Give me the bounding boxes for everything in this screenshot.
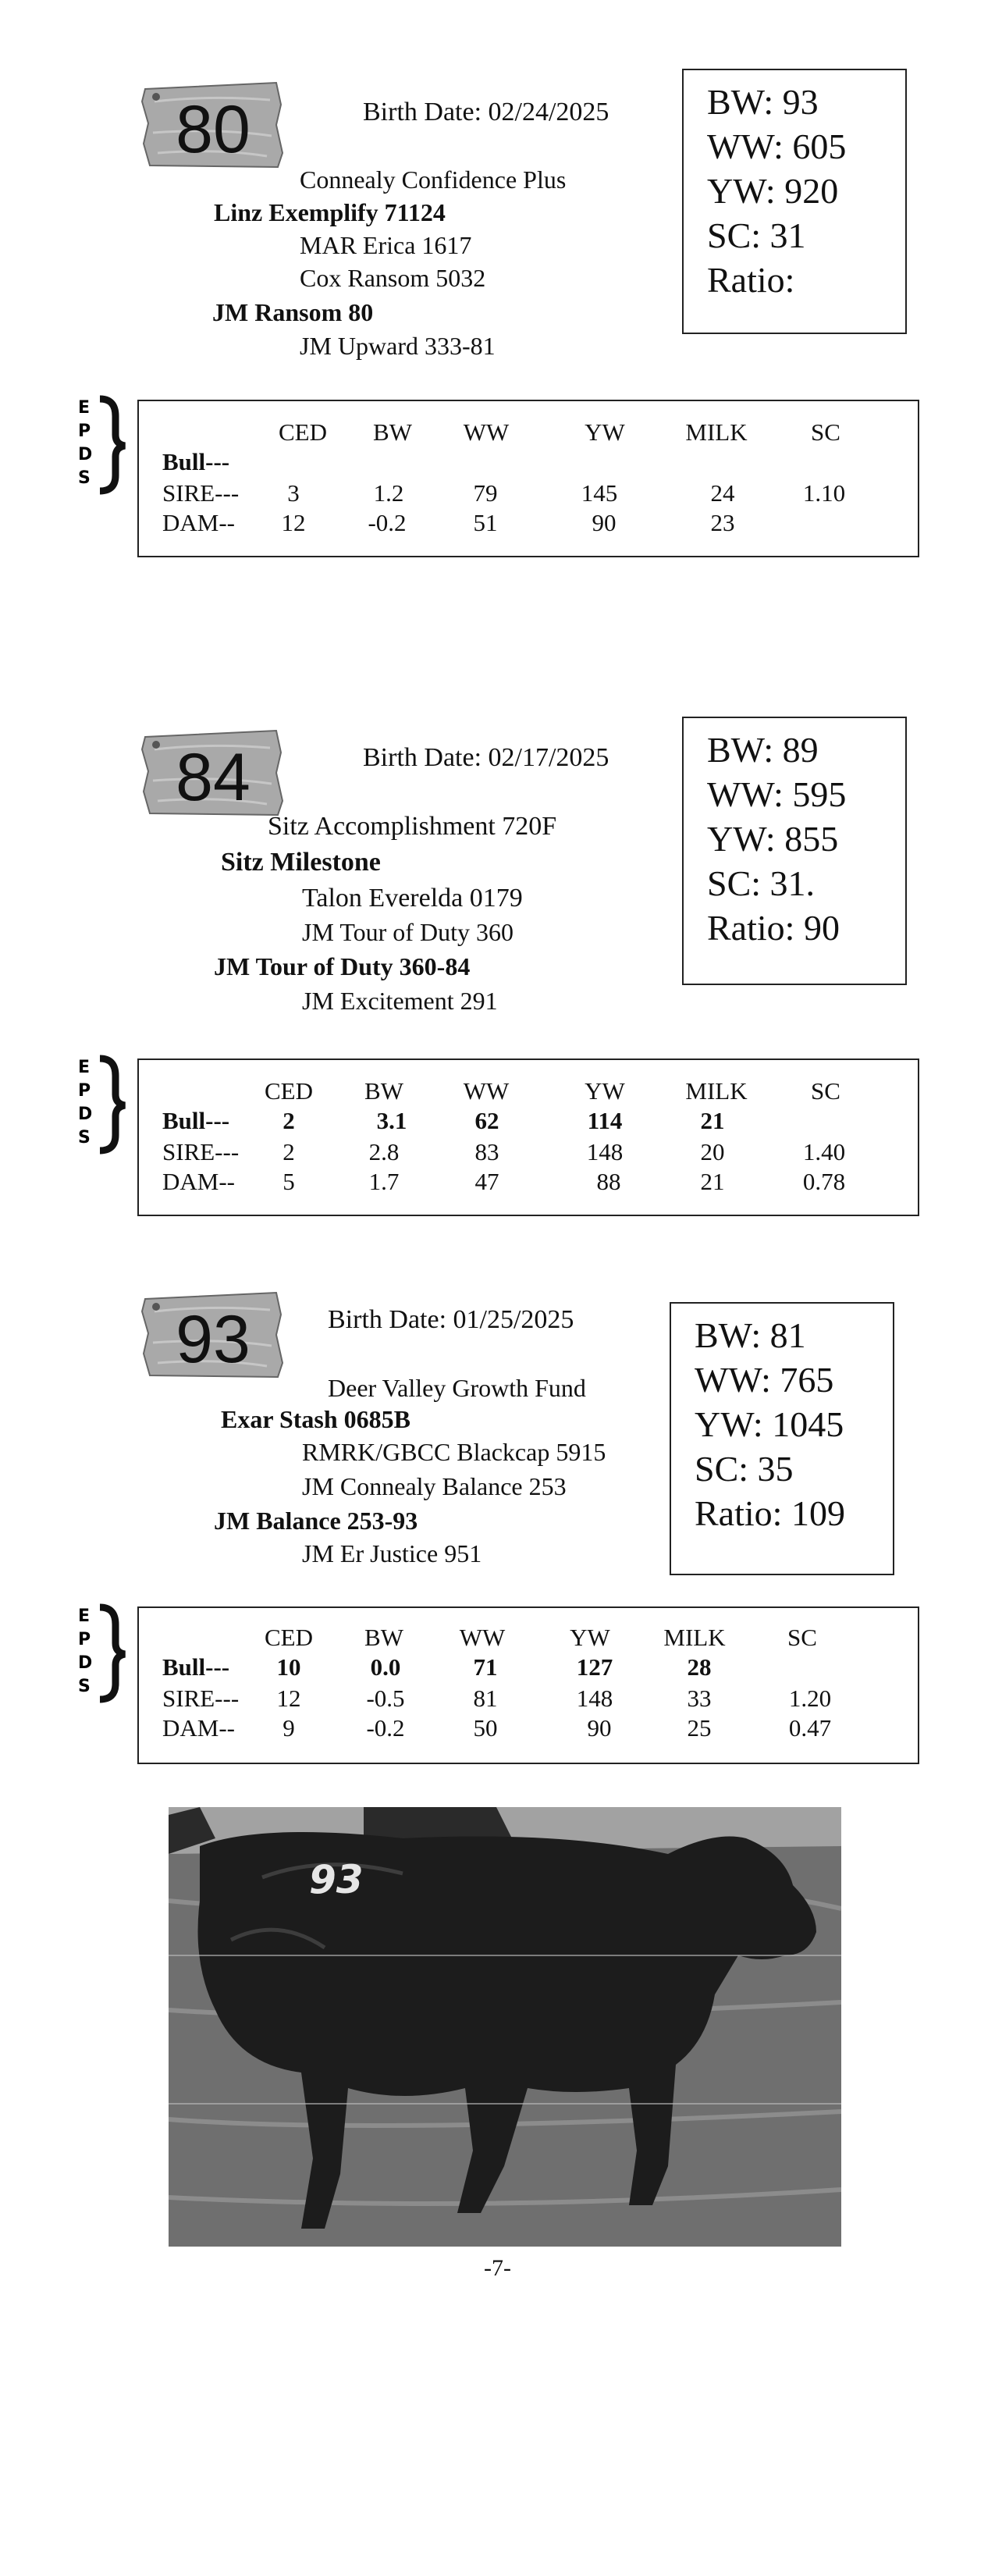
dam-sire: JM Connealy Balance 253 bbox=[302, 1472, 567, 1500]
dam-epd-ced: 9 bbox=[283, 1714, 295, 1742]
dam-epd-ww: 50 bbox=[473, 1714, 498, 1742]
svg-text:E: E bbox=[78, 1606, 91, 1626]
epds-brace-icon bbox=[69, 1603, 131, 1704]
svg-text:P: P bbox=[78, 422, 91, 441]
photo-tag-number: 93 bbox=[309, 1857, 364, 1902]
weaning-weight: WW: 605 bbox=[707, 126, 847, 166]
sire-dam: RMRK/GBCC Blackcap 5915 bbox=[302, 1438, 606, 1466]
bull-epd-yw: 127 bbox=[576, 1653, 613, 1681]
epd-header: BW bbox=[364, 1624, 403, 1651]
bull-row-label: Bull--- bbox=[162, 1107, 230, 1134]
epd-header: SC bbox=[811, 418, 840, 446]
tag-number: 80 bbox=[176, 92, 251, 167]
bull-epd-bw: 0.0 bbox=[370, 1653, 401, 1681]
epds-brace-icon bbox=[69, 394, 131, 496]
svg-text:S: S bbox=[78, 1128, 91, 1147]
sire-row-label: SIRE--- bbox=[162, 1138, 240, 1165]
sire-sire: Sitz Accomplishment 720F bbox=[268, 812, 557, 841]
dam-epd-milk: 21 bbox=[700, 1168, 725, 1195]
epd-header: BW bbox=[364, 1077, 403, 1105]
sire: Linz Exemplify 71124 bbox=[214, 198, 446, 226]
bull-epd-ced: 2 bbox=[283, 1107, 295, 1134]
epd-table bbox=[137, 400, 919, 557]
epd-table bbox=[137, 1606, 919, 1764]
svg-text:P: P bbox=[78, 1630, 91, 1649]
birth-date: Birth Date: 02/24/2025 bbox=[363, 98, 609, 126]
sire-epd-ww: 81 bbox=[473, 1685, 498, 1712]
svg-text:D: D bbox=[78, 1653, 93, 1673]
sire-epd-yw: 148 bbox=[586, 1138, 624, 1165]
sire-epd-ced: 2 bbox=[283, 1138, 295, 1165]
sire-epd-ced: 12 bbox=[276, 1685, 301, 1712]
dam-epd-ced: 12 bbox=[281, 509, 306, 536]
epd-header: WW bbox=[463, 1077, 510, 1105]
birth-date: Birth Date: 02/17/2025 bbox=[363, 743, 609, 772]
epd-header: YW bbox=[585, 1077, 625, 1105]
dam-dam: JM Excitement 291 bbox=[302, 987, 498, 1015]
birth-weight: BW: 93 bbox=[707, 82, 819, 122]
bull-epd-ww: 71 bbox=[473, 1653, 498, 1681]
scrotal-circumference: SC: 31. bbox=[707, 863, 816, 903]
epd-header: BW bbox=[373, 418, 412, 446]
bull-epd-yw: 114 bbox=[587, 1107, 623, 1134]
bull-photo bbox=[169, 1807, 841, 2247]
dam-epd-ww: 47 bbox=[474, 1168, 499, 1195]
epd-header: MILK bbox=[663, 1624, 726, 1651]
dam-row-label: DAM-- bbox=[162, 509, 235, 536]
epd-header: MILK bbox=[685, 418, 748, 446]
sire: Sitz Milestone bbox=[221, 848, 381, 877]
tag-number: 84 bbox=[176, 740, 251, 815]
dam-epd-sc: 0.78 bbox=[802, 1168, 846, 1195]
weaning-weight: WW: 765 bbox=[695, 1360, 834, 1400]
birth-date: Birth Date: 01/25/2025 bbox=[328, 1305, 574, 1334]
epd-header: YW bbox=[570, 1624, 610, 1651]
sire-epd-sc: 1.40 bbox=[802, 1138, 846, 1165]
epd-header: MILK bbox=[685, 1077, 748, 1105]
epds-brace-icon bbox=[69, 1054, 131, 1155]
sire-dam: Talon Everelda 0179 bbox=[302, 884, 523, 913]
birth-weight: BW: 81 bbox=[695, 1315, 806, 1355]
ratio: Ratio: 90 bbox=[707, 908, 840, 948]
dam-sire: JM Tour of Duty 360 bbox=[302, 918, 513, 946]
sire-epd-yw: 145 bbox=[581, 479, 618, 507]
svg-text:E: E bbox=[78, 1058, 91, 1077]
sire-epd-milk: 20 bbox=[700, 1138, 725, 1165]
svg-text:D: D bbox=[78, 445, 93, 464]
epd-header: WW bbox=[459, 1624, 506, 1651]
weights-box bbox=[682, 717, 907, 985]
dam-epd-milk: 23 bbox=[710, 509, 735, 536]
sire-epd-ced: 3 bbox=[287, 479, 300, 507]
svg-text:D: D bbox=[78, 1105, 93, 1124]
epds-letter: E bbox=[78, 398, 91, 418]
sire-epd-yw: 148 bbox=[576, 1685, 613, 1712]
epd-header: SC bbox=[811, 1077, 840, 1105]
dam: JM Balance 253-93 bbox=[214, 1507, 418, 1535]
sire-epd-sc: 1.10 bbox=[802, 479, 846, 507]
sire-row-label: SIRE--- bbox=[162, 1685, 240, 1712]
epd-header: SC bbox=[787, 1624, 817, 1651]
epd-header: CED bbox=[265, 1624, 313, 1651]
dam-epd-bw: -0.2 bbox=[366, 1714, 405, 1742]
dam-epd-yw: 90 bbox=[592, 509, 617, 536]
sire-epd-ww: 79 bbox=[473, 479, 498, 507]
ear-tag-icon bbox=[139, 1288, 287, 1382]
tag-number: 93 bbox=[176, 1302, 251, 1377]
sire-epd-sc: 1.20 bbox=[788, 1685, 832, 1712]
bull-row-label: Bull--- bbox=[162, 448, 230, 475]
dam: JM Tour of Duty 360-84 bbox=[214, 952, 471, 980]
dam-epd-bw: 1.7 bbox=[368, 1168, 400, 1195]
weights-box bbox=[682, 69, 907, 334]
epd-header: YW bbox=[585, 418, 625, 446]
weights-box bbox=[670, 1302, 894, 1575]
sire-epd-milk: 33 bbox=[687, 1685, 712, 1712]
sire-epd-milk: 24 bbox=[710, 479, 735, 507]
dam-dam: JM Upward 333-81 bbox=[300, 332, 496, 360]
epd-header: CED bbox=[279, 418, 327, 446]
ratio: Ratio: bbox=[707, 260, 795, 300]
bull-epd-milk: 21 bbox=[700, 1107, 725, 1134]
bull-epd-bw: 3.1 bbox=[376, 1107, 407, 1134]
dam-epd-bw: -0.2 bbox=[368, 509, 407, 536]
dam-epd-sc: 0.47 bbox=[788, 1714, 832, 1742]
dam-epd-yw: 88 bbox=[596, 1168, 621, 1195]
epd-table bbox=[137, 1059, 919, 1216]
svg-text:S: S bbox=[78, 468, 91, 488]
dam-epd-ww: 51 bbox=[473, 509, 498, 536]
ear-tag-icon bbox=[139, 78, 287, 172]
birth-weight: BW: 89 bbox=[707, 730, 819, 770]
sire-sire: Deer Valley Growth Fund bbox=[328, 1374, 586, 1402]
sire-epd-ww: 83 bbox=[474, 1138, 499, 1165]
dam-sire: Cox Ransom 5032 bbox=[300, 264, 486, 292]
bull-row-label: Bull--- bbox=[162, 1653, 230, 1681]
svg-text:S: S bbox=[78, 1677, 91, 1696]
page-number: -7- bbox=[484, 2255, 511, 2281]
ratio: Ratio: 109 bbox=[695, 1493, 845, 1533]
epd-header: WW bbox=[463, 418, 510, 446]
sire-row-label: SIRE--- bbox=[162, 479, 240, 507]
epd-header: CED bbox=[265, 1077, 313, 1105]
dam-row-label: DAM-- bbox=[162, 1714, 235, 1742]
scrotal-circumference: SC: 35 bbox=[695, 1449, 794, 1489]
sire-sire: Connealy Confidence Plus bbox=[300, 165, 567, 194]
bull-epd-ww: 62 bbox=[474, 1107, 499, 1134]
dam: JM Ransom 80 bbox=[212, 298, 374, 326]
sire-epd-bw: 1.2 bbox=[373, 479, 404, 507]
dam-dam: JM Er Justice 951 bbox=[302, 1539, 482, 1567]
yearling-weight: YW: 920 bbox=[707, 171, 839, 211]
svg-text:P: P bbox=[78, 1081, 91, 1101]
dam-epd-yw: 90 bbox=[587, 1714, 612, 1742]
weaning-weight: WW: 595 bbox=[707, 774, 847, 814]
sire-dam: MAR Erica 1617 bbox=[300, 231, 472, 259]
yearling-weight: YW: 855 bbox=[707, 819, 839, 859]
bull-epd-milk: 28 bbox=[687, 1653, 712, 1681]
sire: Exar Stash 0685B bbox=[221, 1405, 411, 1433]
sire-epd-bw: 2.8 bbox=[368, 1138, 400, 1165]
dam-row-label: DAM-- bbox=[162, 1168, 235, 1195]
scrotal-circumference: SC: 31 bbox=[707, 215, 806, 255]
yearling-weight: YW: 1045 bbox=[695, 1404, 844, 1444]
dam-epd-ced: 5 bbox=[283, 1168, 295, 1195]
dam-epd-milk: 25 bbox=[687, 1714, 712, 1742]
sire-epd-bw: -0.5 bbox=[366, 1685, 405, 1712]
ear-tag-icon bbox=[139, 726, 287, 820]
bull-epd-ced: 10 bbox=[276, 1653, 301, 1681]
